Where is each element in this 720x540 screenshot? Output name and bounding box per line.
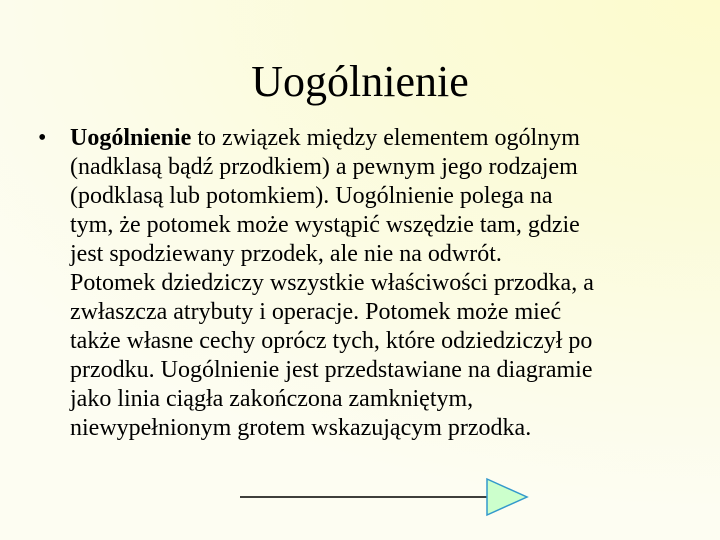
bullet-line: Potomek dziedziczy wszystkie właściwości przodka, a [70,270,594,296]
bullet-line: (podklasą lub potomkiem). Uogólnienie polega na [70,183,553,209]
bullet-line: tym, że potomek może wystąpić wszędzie tam, gdzie [70,212,580,238]
slide-title: Uogólnienie [251,57,469,106]
bullet-line: zwłaszcza atrybuty i operacje. Potomek może mieć [70,299,562,325]
bullet-text [70,124,700,443]
bullet-marker: • [38,125,47,151]
bullet-line: (nadklasą bądź przodkiem) a pewnym jego rodzajem [70,154,578,180]
bullet-line: także własne cechy oprócz tych, które odziedziczył po [70,328,593,354]
bold-term: Uogólnienie [70,125,192,151]
hollow-arrowhead [487,479,527,515]
bullet-line [70,124,700,153]
bullet-line: jako linia ciągła zakończona zamkniętym, [70,386,474,412]
bullet-line: niewypełnionym grotem wskazującym przodka. [70,415,532,441]
bullet-line: jest spodziewany przodek, ale nie na odwrót. [70,241,502,267]
bullet-line: przodku. Uogólnienie jest przedstawiane na diagramie [70,357,593,383]
generalization-arrow-icon [236,474,532,520]
bullet-line-text: to związek między elementem ogólnym [191,125,580,151]
